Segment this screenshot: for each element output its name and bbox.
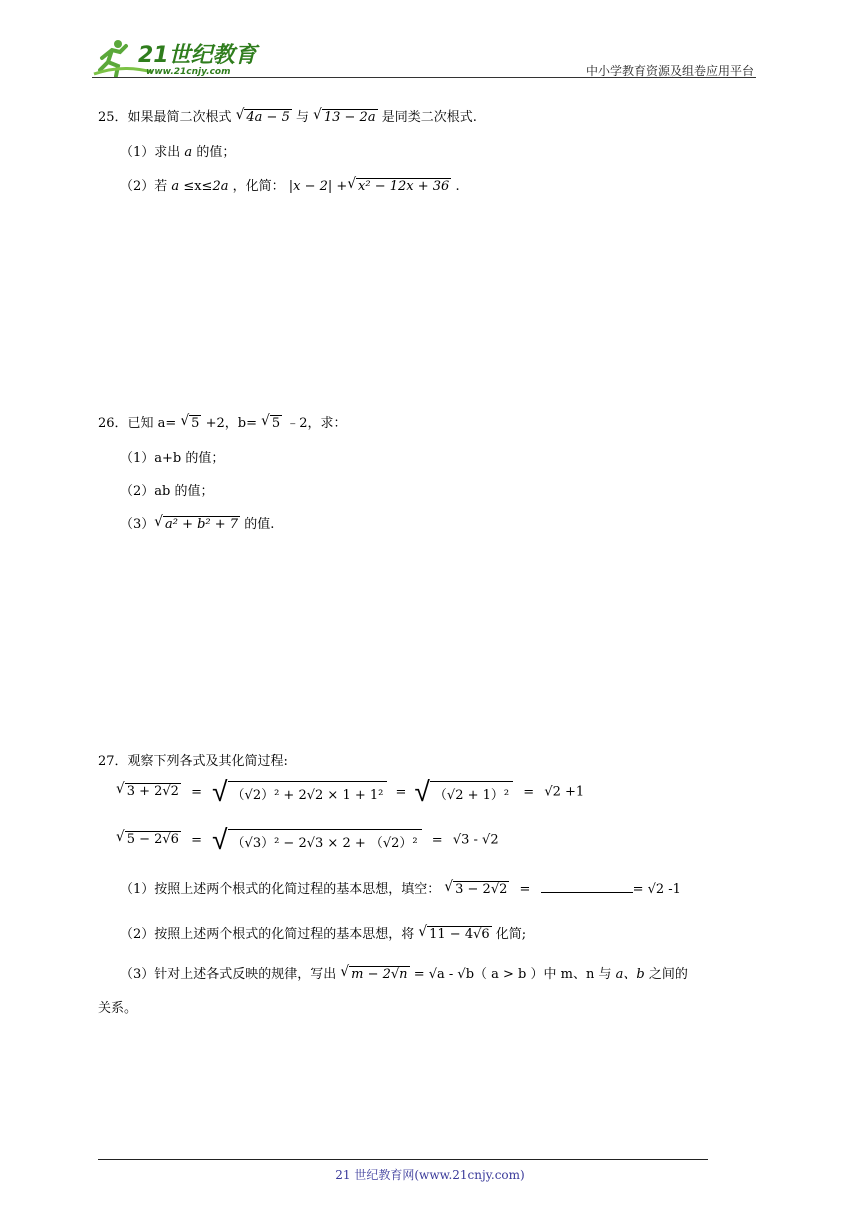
logo-url: www.21cnjy.com (146, 67, 231, 77)
q26-part2: （2）ab 的值； (120, 484, 214, 499)
footer-divider (98, 1159, 708, 1160)
q27-example-2: √ 5 − 2√6 = √ （√3）² − 2√3 × 2 + （√2）² = √3 - √2 (116, 823, 499, 856)
q25-prefix: 25．如果最简二次根式 (98, 110, 232, 125)
q27-part3: （3）针对上述各式反映的规律，写出 √ m − 2√n = √a - √b（ a > b ）中 m、n 与 a、b 之间的 (120, 963, 688, 982)
logo-text: 21世纪教育 (138, 43, 257, 68)
q27-part1: （1）按照上述两个根式的化简过程的基本思想，填空： √ 3 − 2√2 = = √2 -1 (120, 878, 681, 897)
q25-part2: （2）若 a ≤x≤2a ，化简： |x − 2| + √ x² − 12x + 36 . (120, 175, 460, 194)
q27-example-1: √ 3 + 2√2 = √ （√2）² + 2√2 × 1 + 1² = √ （√2 + 1）² = √2 +1 (116, 775, 585, 808)
q25-radical-2: √ 13 − 2a (313, 106, 376, 125)
q25-part1: （1）求出 a 的值； (120, 145, 236, 160)
site-tagline: 中小学教育资源及组卷应用平台 (585, 64, 754, 78)
q27-part3-cont: 关系。 (98, 1001, 138, 1016)
q25-mid: 与 (295, 110, 309, 125)
q27-stem: 27．观察下列各式及其化简过程: (98, 754, 288, 769)
q27-part2: （2）按照上述两个根式的化简过程的基本思想，将 √ 11 − 4√6 化简; (120, 923, 527, 942)
q25-suffix: 是同类二次根式. (381, 110, 477, 125)
q27-fill-blank[interactable] (541, 880, 633, 893)
logo-21cnjy (92, 36, 262, 78)
q26-stem: 26．已知 a= √ 5 +2，b= √ 5 ﹣2，求： (98, 412, 347, 431)
header-divider (92, 77, 756, 78)
q26-part3: （3） √ a² + b² + 7 的值. (120, 513, 275, 532)
q26-part1: （1）a+b 的值； (120, 451, 225, 466)
footer-text[interactable]: 21 世纪教育网(www.21cnjy.com) (335, 1168, 525, 1182)
q25-stem (98, 106, 477, 126)
q25-radical-1: √ 4a − 5 (235, 106, 290, 125)
